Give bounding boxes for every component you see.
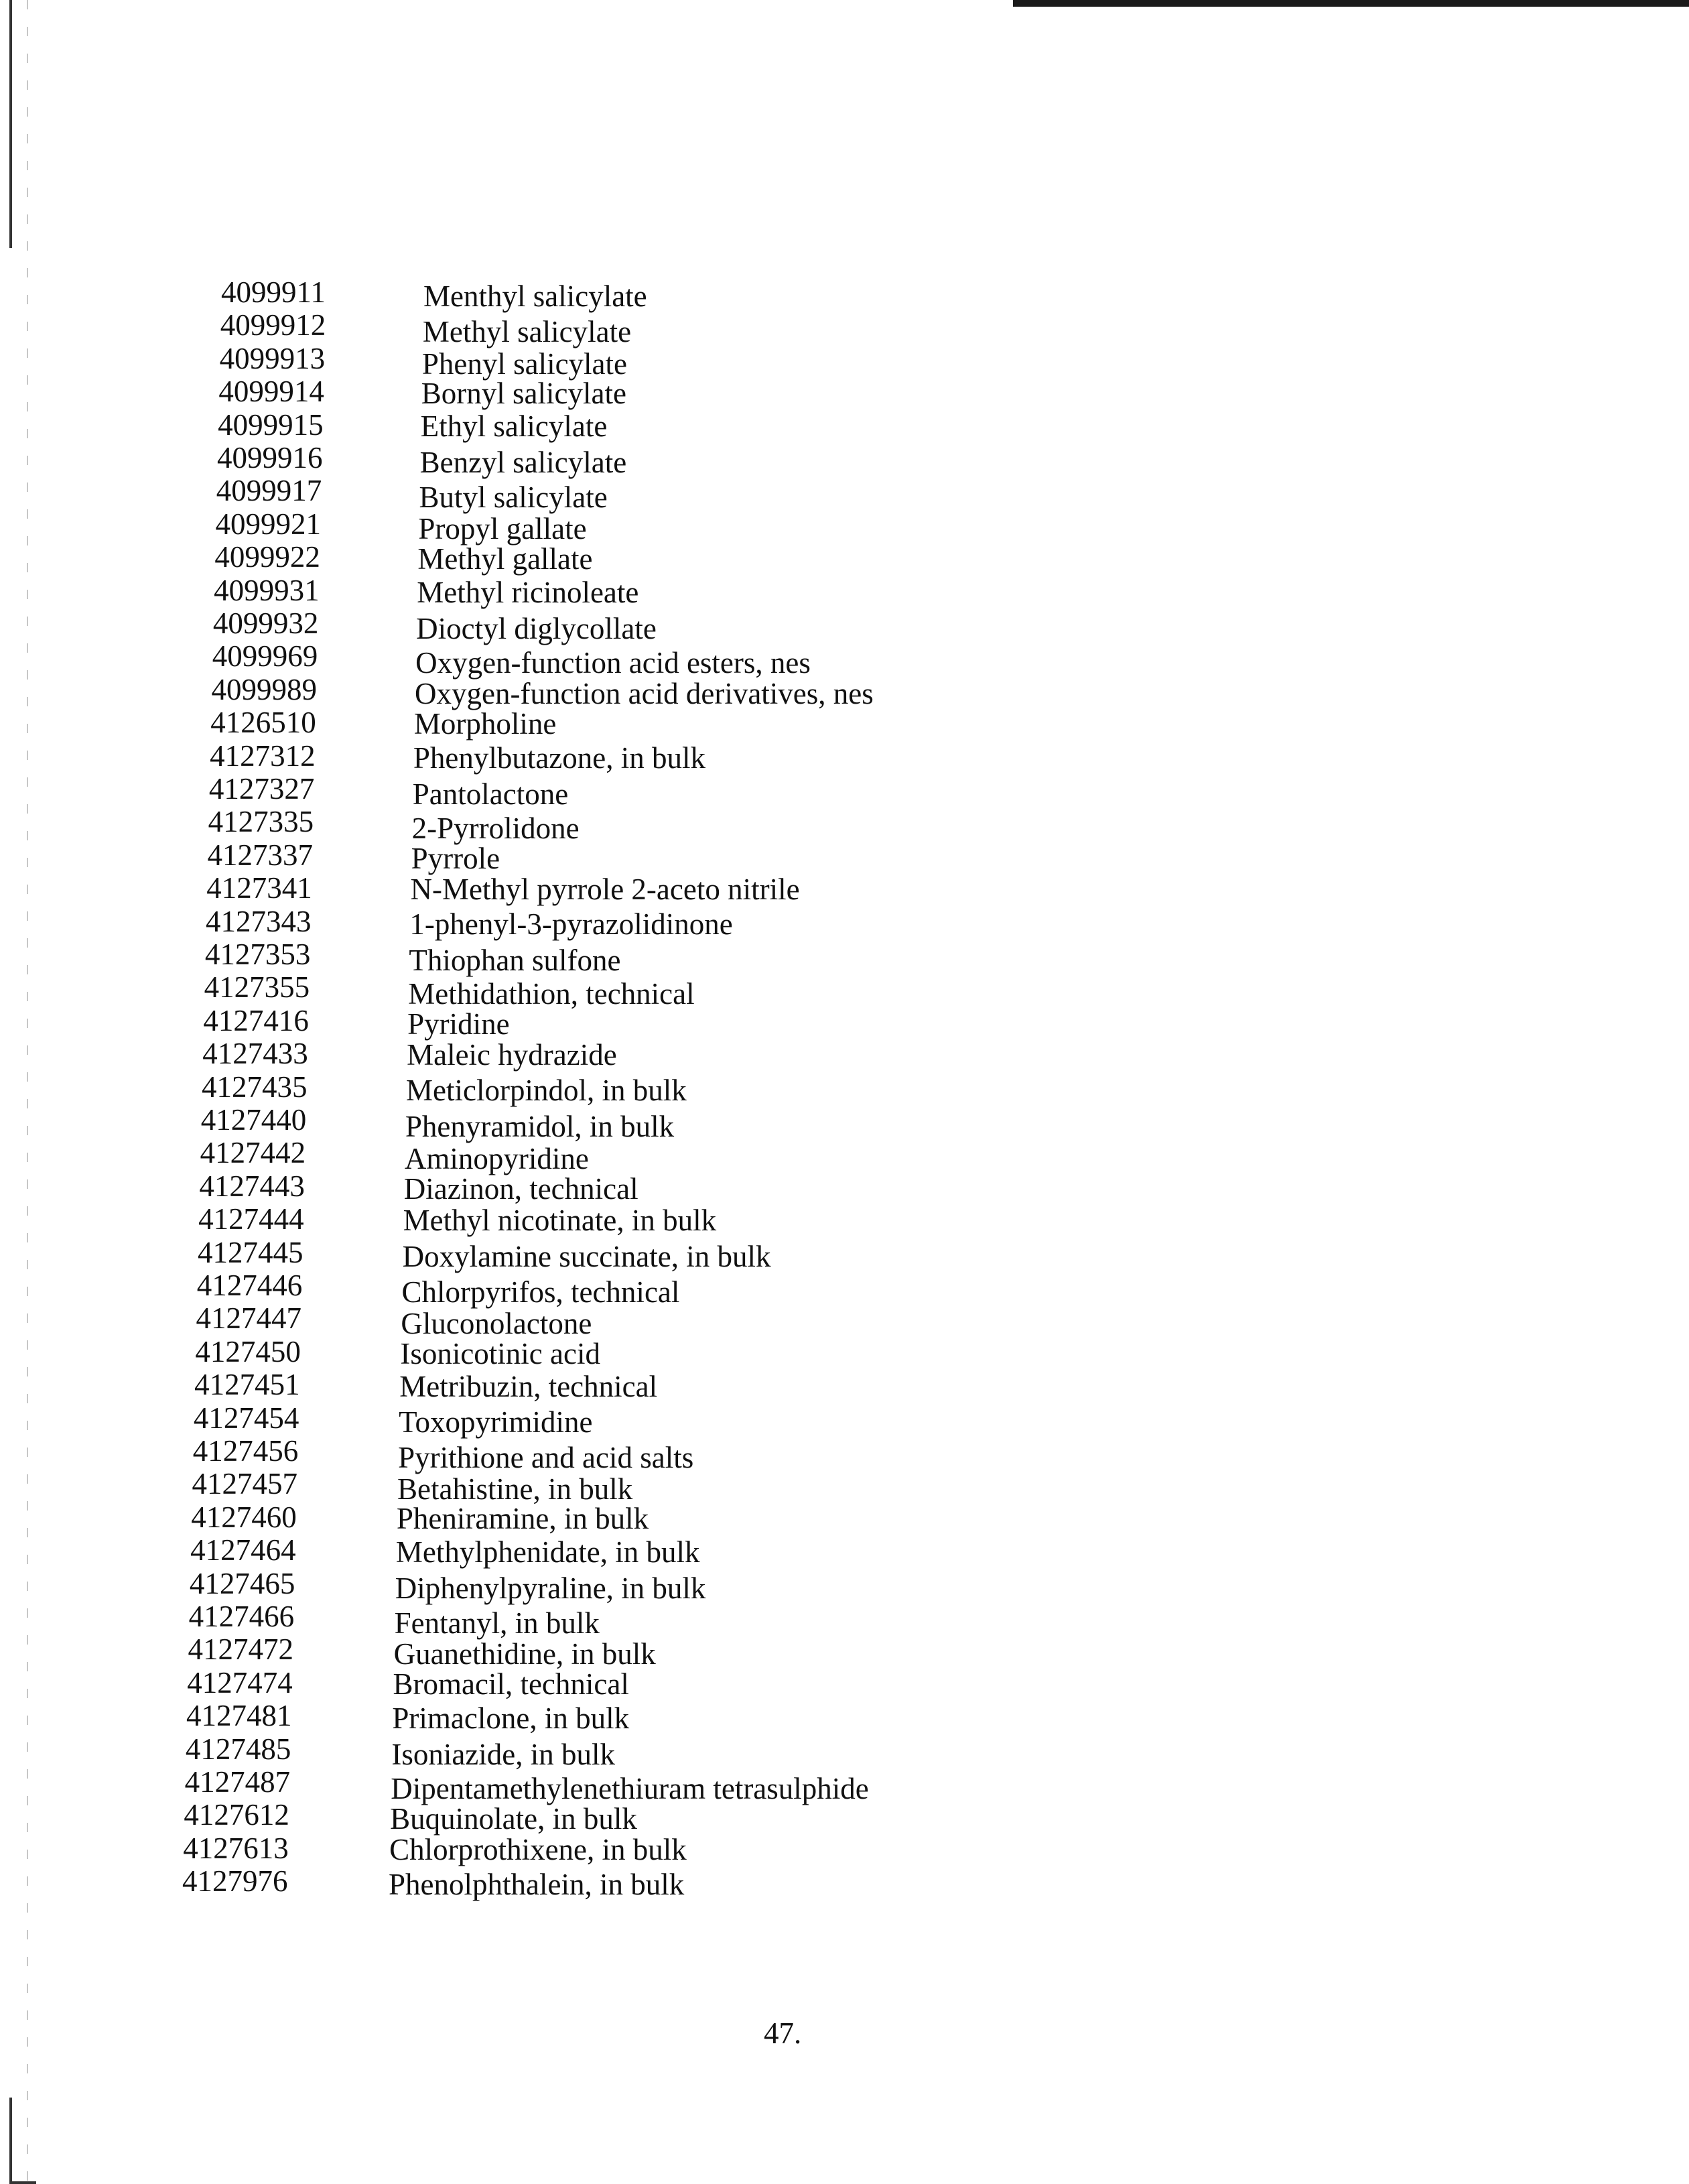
commodity-description: Butyl salicylate	[419, 480, 608, 515]
commodity-code: 4127341	[206, 871, 312, 905]
commodity-code: 4127464	[190, 1533, 296, 1567]
commodity-description: Bromacil, technical	[393, 1667, 629, 1701]
commodity-code: 4099915	[218, 407, 324, 442]
commodity-code: 4127485	[185, 1732, 291, 1766]
list-item	[0, 541, 1689, 574]
commodity-description: Methyl gallate	[417, 541, 593, 576]
list-item	[0, 1136, 1689, 1176]
commodity-description: Dipentamethylenethiuram tetrasulphide	[391, 1771, 869, 1805]
list-item	[0, 375, 1689, 411]
commodity-description: Diphenylpyraline, in bulk	[395, 1571, 706, 1606]
scan-artifact-top-bar	[1013, 0, 1689, 7]
commodity-description: Phenyramidol, in bulk	[405, 1109, 675, 1143]
commodity-code: 4127312	[210, 738, 316, 773]
list-item	[0, 1070, 1689, 1107]
commodity-code: 4127976	[182, 1864, 288, 1899]
commodity-description: Isonicotinic acid	[400, 1337, 600, 1371]
commodity-code: 4127444	[198, 1202, 304, 1236]
commodity-code: 4099969	[212, 639, 318, 673]
commodity-description: Pheniramine, in bulk	[396, 1502, 649, 1536]
commodity-code: 4099922	[214, 540, 320, 574]
commodity-description: Fentanyl, in bulk	[394, 1606, 600, 1640]
list-item	[0, 740, 1689, 773]
commodity-description: Meticlorpindol, in bulk	[406, 1073, 687, 1107]
commodity-description: Methidathion, technical	[408, 976, 695, 1011]
commodity-description: Methyl nicotinate, in bulk	[403, 1204, 717, 1238]
commodity-description: Doxylamine succinate, in bulk	[402, 1239, 771, 1273]
commodity-code: 4099932	[212, 606, 319, 640]
list-item	[0, 275, 1689, 313]
commodity-code: 4127613	[183, 1831, 289, 1865]
list-item	[0, 1103, 1689, 1143]
commodity-description: Bornyl salicylate	[421, 377, 626, 411]
page-number: 47.	[764, 2016, 802, 2050]
commodity-code: 4127343	[206, 904, 312, 938]
list-item	[0, 639, 1689, 680]
commodity-description: Thiophan sulfone	[409, 944, 621, 978]
list-item	[0, 1301, 1689, 1341]
commodity-description: Toxopyrimidine	[399, 1405, 593, 1439]
commodity-description: Chlorprothixene, in bulk	[389, 1832, 687, 1866]
commodity-code: 4127457	[192, 1467, 297, 1501]
list-item	[0, 1235, 1689, 1273]
list-item	[0, 409, 1689, 442]
commodity-description: Buquinolate, in bulk	[390, 1801, 637, 1836]
commodity-description: Guanethidine, in bulk	[393, 1636, 656, 1671]
commodity-description: Menthyl salicylate	[423, 279, 647, 313]
commodity-code: 4127472	[188, 1632, 293, 1667]
list-item	[0, 1732, 1689, 1772]
commodity-code: 4127460	[191, 1500, 297, 1534]
commodity-code: 4127433	[202, 1037, 308, 1071]
list-item	[0, 1269, 1689, 1309]
commodity-code: 4127456	[192, 1434, 299, 1468]
list-item	[0, 1534, 1689, 1567]
commodity-description: Ethyl salicylate	[420, 409, 608, 444]
commodity-description: Diazinon, technical	[403, 1171, 638, 1206]
list-item	[0, 1632, 1689, 1671]
commodity-code: 4127443	[199, 1169, 305, 1203]
commodity-description: Chlorpyrifos, technical	[401, 1275, 680, 1309]
list-item	[0, 1401, 1689, 1439]
commodity-description: Primaclone, in bulk	[392, 1701, 630, 1735]
commodity-code: 4127440	[200, 1103, 307, 1137]
commodity-description: Aminopyridine	[404, 1142, 589, 1176]
commodity-description: Oxygen-function acid esters, nes	[415, 646, 811, 680]
commodity-description: Morpholine	[413, 707, 557, 741]
list-item	[0, 474, 1689, 515]
list-item	[0, 970, 1689, 1011]
list-item	[0, 904, 1689, 941]
commodity-code: 4099989	[211, 672, 317, 706]
list-item	[0, 1467, 1689, 1506]
commodity-code: 4127451	[194, 1368, 300, 1402]
commodity-description: Methylphenidate, in bulk	[395, 1535, 700, 1569]
commodity-code: 4127416	[203, 1003, 309, 1037]
commodity-description: Methyl ricinoleate	[417, 575, 639, 609]
list-item	[0, 1169, 1689, 1206]
commodity-code: 4099917	[216, 474, 322, 508]
commodity-code: 4099914	[218, 375, 324, 409]
list-item	[0, 1501, 1689, 1534]
list-item	[0, 341, 1689, 381]
commodity-description: Benzyl salicylate	[419, 445, 627, 479]
commodity-code: 4127454	[193, 1401, 299, 1435]
commodity-description: Pyrrole	[411, 842, 500, 876]
scan-artifact-left-edge-bottom	[9, 2098, 12, 2184]
list-item	[0, 1832, 1689, 1865]
list-item	[0, 1037, 1689, 1070]
commodity-description: Maleic hydrazide	[407, 1038, 617, 1072]
list-item	[0, 1798, 1689, 1836]
commodity-description: Dioctyl diglycollate	[416, 611, 657, 645]
list-item	[0, 1667, 1689, 1699]
commodity-code: 4127337	[207, 838, 313, 872]
commodity-code: 4127353	[204, 938, 311, 971]
list-item	[0, 805, 1689, 846]
commodity-code: 4127446	[196, 1269, 303, 1302]
commodity-code: 4127481	[186, 1699, 292, 1733]
commodity-description: Gluconolactone	[401, 1307, 592, 1341]
commodity-code: 4099913	[219, 341, 326, 375]
commodity-code: 4127442	[200, 1136, 306, 1170]
commodity-description: N-Methyl pyrrole 2-aceto nitrile	[410, 873, 800, 907]
list-item	[0, 308, 1689, 349]
commodity-code: 4127465	[189, 1566, 295, 1600]
list-item	[0, 772, 1689, 812]
list-item	[0, 1334, 1689, 1371]
list-item	[0, 1003, 1689, 1041]
commodity-description: 2-Pyrrolidone	[411, 812, 580, 846]
commodity-description: Phenylbutazone, in bulk	[413, 741, 706, 775]
scan-artifact-left-edge	[9, 0, 12, 248]
list-item	[0, 706, 1689, 739]
commodity-description: Methyl salicylate	[422, 315, 632, 349]
commodity-code: 4099911	[221, 275, 326, 309]
commodity-code: 4127435	[202, 1070, 308, 1104]
commodity-code: 4099912	[220, 308, 326, 342]
commodity-code: 4127612	[184, 1798, 289, 1832]
list-item	[0, 1203, 1689, 1236]
commodity-code: 4126510	[210, 706, 316, 740]
commodity-code: 4127327	[208, 772, 315, 806]
commodity-code: 4127466	[188, 1600, 295, 1633]
list-item	[0, 507, 1689, 546]
commodity-description: Pyridine	[407, 1007, 510, 1041]
commodity-description: Pyrithione and acid salts	[398, 1440, 694, 1474]
commodity-code: 4127335	[208, 805, 314, 839]
scan-artifact-bottom-corner	[9, 2181, 36, 2184]
commodity-code: 4127487	[184, 1765, 291, 1799]
commodity-description: Phenyl salicylate	[421, 346, 627, 381]
commodity-code: 4127447	[196, 1301, 302, 1336]
list-item	[0, 574, 1689, 607]
commodity-code: 4099921	[215, 507, 322, 541]
list-item	[0, 441, 1689, 479]
list-item	[0, 938, 1689, 978]
list-item	[0, 606, 1689, 645]
list-item	[0, 1368, 1689, 1401]
commodity-code: 4127355	[204, 970, 310, 1005]
commodity-description: Metribuzin, technical	[399, 1369, 658, 1403]
list-item	[0, 1566, 1689, 1606]
commodity-description: Propyl gallate	[418, 512, 587, 546]
commodity-description: Oxygen-function acid derivatives, nes	[415, 677, 874, 711]
commodity-code: 4127474	[187, 1665, 293, 1699]
commodity-description: Isoniazide, in bulk	[391, 1738, 616, 1772]
commodity-code: 4099931	[214, 573, 320, 607]
commodity-description: 1-phenyl-3-pyrazolidinone	[409, 907, 733, 941]
list-item	[0, 1434, 1689, 1474]
list-item	[0, 1864, 1689, 1901]
list-item	[0, 1600, 1689, 1640]
list-item	[0, 872, 1689, 905]
list-item	[0, 1699, 1689, 1735]
commodity-description: Pantolactone	[412, 777, 569, 812]
list-item	[0, 672, 1689, 711]
commodity-description: Phenolphthalein, in bulk	[389, 1867, 685, 1901]
commodity-code: 4127450	[195, 1334, 301, 1368]
list-item	[0, 1765, 1689, 1805]
commodity-code: 4099916	[216, 441, 323, 474]
list-item	[0, 838, 1689, 876]
commodity-code: 4127445	[197, 1235, 303, 1269]
commodity-description: Betahistine, in bulk	[397, 1472, 633, 1506]
